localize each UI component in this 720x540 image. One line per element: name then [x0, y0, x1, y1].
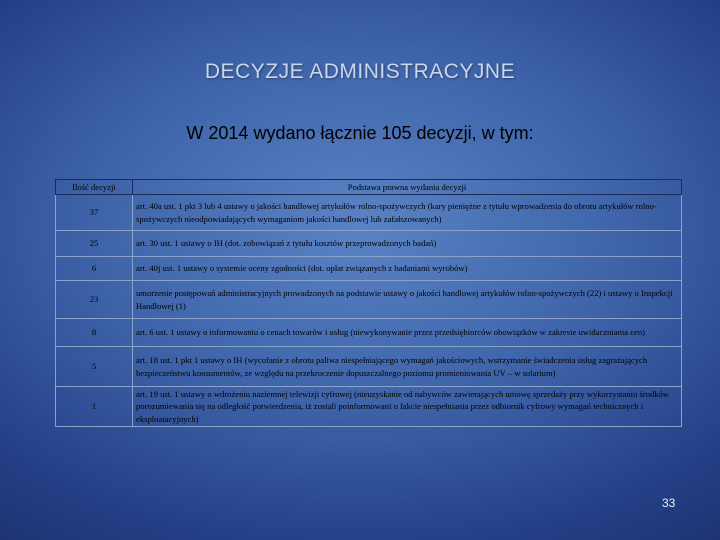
table-row — [56, 347, 682, 387]
table-row — [56, 231, 682, 257]
decision-count: 23 — [56, 281, 133, 319]
decision-count: 8 — [56, 319, 133, 347]
table-header-row — [56, 180, 682, 195]
table-row — [56, 195, 682, 231]
header-basis: Podstawa prawna wydania decyzji — [133, 180, 682, 195]
decision-count: 6 — [56, 257, 133, 281]
decision-count: 25 — [56, 231, 133, 257]
legal-basis: art. 30 ust. 1 ustawy o IH (dot. zobowiązań z tytułu kosztów przeprowadzonych badań) — [133, 231, 682, 257]
table-row — [56, 257, 682, 281]
slide-subtitle: W 2014 wydano łącznie 105 decyzji, w tym: — [186, 123, 534, 143]
slide-number: 33 — [662, 496, 676, 510]
legal-basis: art. 19 ust. 1 ustawy o wdrożeniu naziemnej telewizji cyfrowej (nieuzyskanie od nabywców zawierających umowę sprzedaży przy wykorzystaniu środków porozumiewania się na odległość potwierdzenia, iż zostali poinformowani o fakcie niespełniania przez odbiornik cyfrowy wymagań technicznych i eksploatacyjnych) — [133, 387, 682, 427]
decision-count: 37 — [56, 195, 133, 231]
legal-basis: art. 18 ust. 1 pkt 1 ustawy o IH (wycofanie z obrotu paliwa niespełniającego wymagań jakościowych, wstrzymanie świadczenia usług zagrażających bezpieczeństwu konsumentów, ze względu na przekroczenie dopuszczalnego poziomu promieniowania UV – w solarium) — [133, 347, 682, 387]
slide-title: DECYZJE ADMINISTRACYJNE — [204, 60, 516, 83]
legal-basis: art. 6 ust. 1 ustawy o informowaniu o cenach towarów i usług (niewykonywanie przez przedsiębiorców obowiązków w zakresie uwidaczniania cen) — [133, 319, 682, 347]
header-count: Ilość decyzji — [56, 180, 133, 195]
decision-count: 1 — [56, 387, 133, 427]
legal-basis: art. 40j ust. 1 ustawy o systemie oceny zgodności (dot. opłat związanych z badaniami wyrobów) — [133, 257, 682, 281]
table-row — [56, 281, 682, 319]
table-row — [56, 387, 682, 427]
legal-basis: umorzenie postępowań administracyjnych prowadzonych na podstawie ustawy o jakości handlowej artykułów rolno-spożywczych (22) i ustawy o Inspekcji Handlowej (1) — [133, 281, 682, 319]
decisions-table — [55, 179, 682, 427]
decision-count: 5 — [56, 347, 133, 387]
legal-basis: art. 40a ust. 1 pkt 3 lub 4 ustawy o jakości handlowej artykułów rolno-spożywczych (kary pieniężne z tytułu wprowadzenia do obrotu artykułów rolno-spożywczych nieodpowiadających wymaganiom jakości handlowej lub zafałszowanych) — [133, 195, 682, 231]
table-row — [56, 319, 682, 347]
